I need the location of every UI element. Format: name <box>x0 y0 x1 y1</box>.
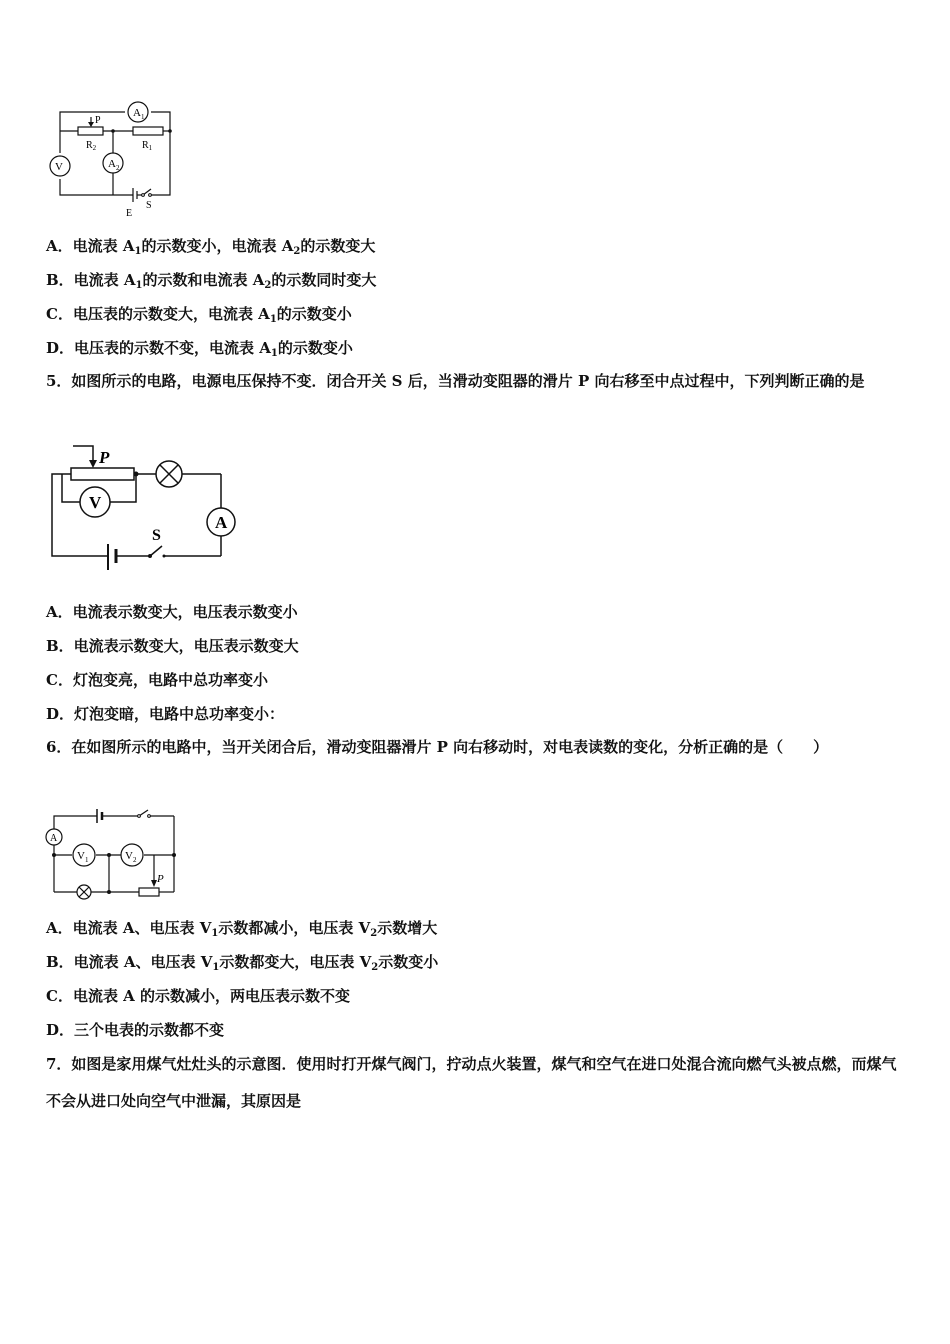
svg-text:A: A <box>215 513 228 532</box>
q6-option-d: D．三个电表的示数都不变 <box>46 1021 225 1039</box>
q6-stem: 6．在如图所示的电路中，当开关闭合后，滑动变阻器滑片 P 向右移动时，对电表读数的变化，分析正确的是（ ） <box>46 738 829 756</box>
q5-rheostat <box>71 468 134 480</box>
svg-text:S: S <box>152 527 161 544</box>
svg-text:S: S <box>146 200 152 211</box>
svg-text:V: V <box>89 493 102 512</box>
q5-lamp <box>156 461 182 487</box>
svg-text:R1: $R_1$ <box>142 140 153 152</box>
q5-option-c: C．灯泡变亮，电路中总功率变小 <box>46 671 268 689</box>
q5-circuit-diagram <box>46 442 246 577</box>
q6-circuit-diagram <box>44 804 184 899</box>
svg-text:V1: $V_1$ <box>77 850 89 864</box>
q6-rheostat <box>139 888 159 896</box>
q4-circuit-diagram <box>40 95 190 225</box>
q5-option-d: D．灯泡变暗，电路中总功率变小： <box>46 705 285 723</box>
svg-text:P: P <box>95 115 101 126</box>
q7-stem: 7．如图是家用煤气灶灶头的示意图．使用时打开煤气阀门，拧动点火装置，煤气和空气在进口处混合流向燃气头被点燃，而煤气不会从进口处向空气中泄漏，其原因是 <box>46 1055 897 1110</box>
svg-text:P: P <box>99 448 110 467</box>
svg-text:A2: $A_2$ <box>108 158 120 172</box>
q6-option-c: C．电流表 A 的示数减小，两电压表示数不变 <box>46 987 351 1005</box>
svg-text:A1: $A_1$ <box>133 107 145 121</box>
q5-option-a: A．电流表示数变大，电压表示数变小 <box>46 603 298 621</box>
svg-text:V2: $V_2$ <box>125 850 137 864</box>
q6-lamp <box>77 885 91 899</box>
q5-stem: 5．如图所示的电路，电源电压保持不变．闭合开关 S 后，当滑动变阻器的滑片 P 向右移至中点过程中，下列判断正确的是 <box>46 372 865 390</box>
q4-option-d: D．电压表的示数不变，电流表 $A_1$的示数变小 <box>46 339 353 359</box>
q5-option-b: B．电流表示数变大，电压表示数变大 <box>46 637 299 655</box>
svg-text:E: E <box>126 208 133 219</box>
q4-option-a: A．电流表 $A_1$的示数变小，电流表 $A_2$的示数变大 <box>46 237 376 257</box>
svg-text:R2: $R_2$ <box>86 140 97 152</box>
svg-text:A: A <box>50 833 58 844</box>
q6-option-b: B．电流表 A、电压表 $V_1$示数都变大，电压表 $V_2$示数变小 <box>46 953 439 973</box>
q4-resistor-r1 <box>133 127 163 135</box>
svg-text:V: V <box>55 161 63 173</box>
q4-option-b: B．电流表 $A_1$的示数和电流表 $A_2$的示数同时变大 <box>46 271 377 291</box>
svg-text:P: P <box>157 873 164 885</box>
q4-option-c: C．电压表的示数变大，电流表 $A_1$的示数变小 <box>46 305 352 325</box>
q4-resistor-r2 <box>78 127 103 135</box>
q6-option-a: A．电流表 A、电压表 $V_1$示数都减小，电压表 $V_2$示数增大 <box>46 919 438 939</box>
